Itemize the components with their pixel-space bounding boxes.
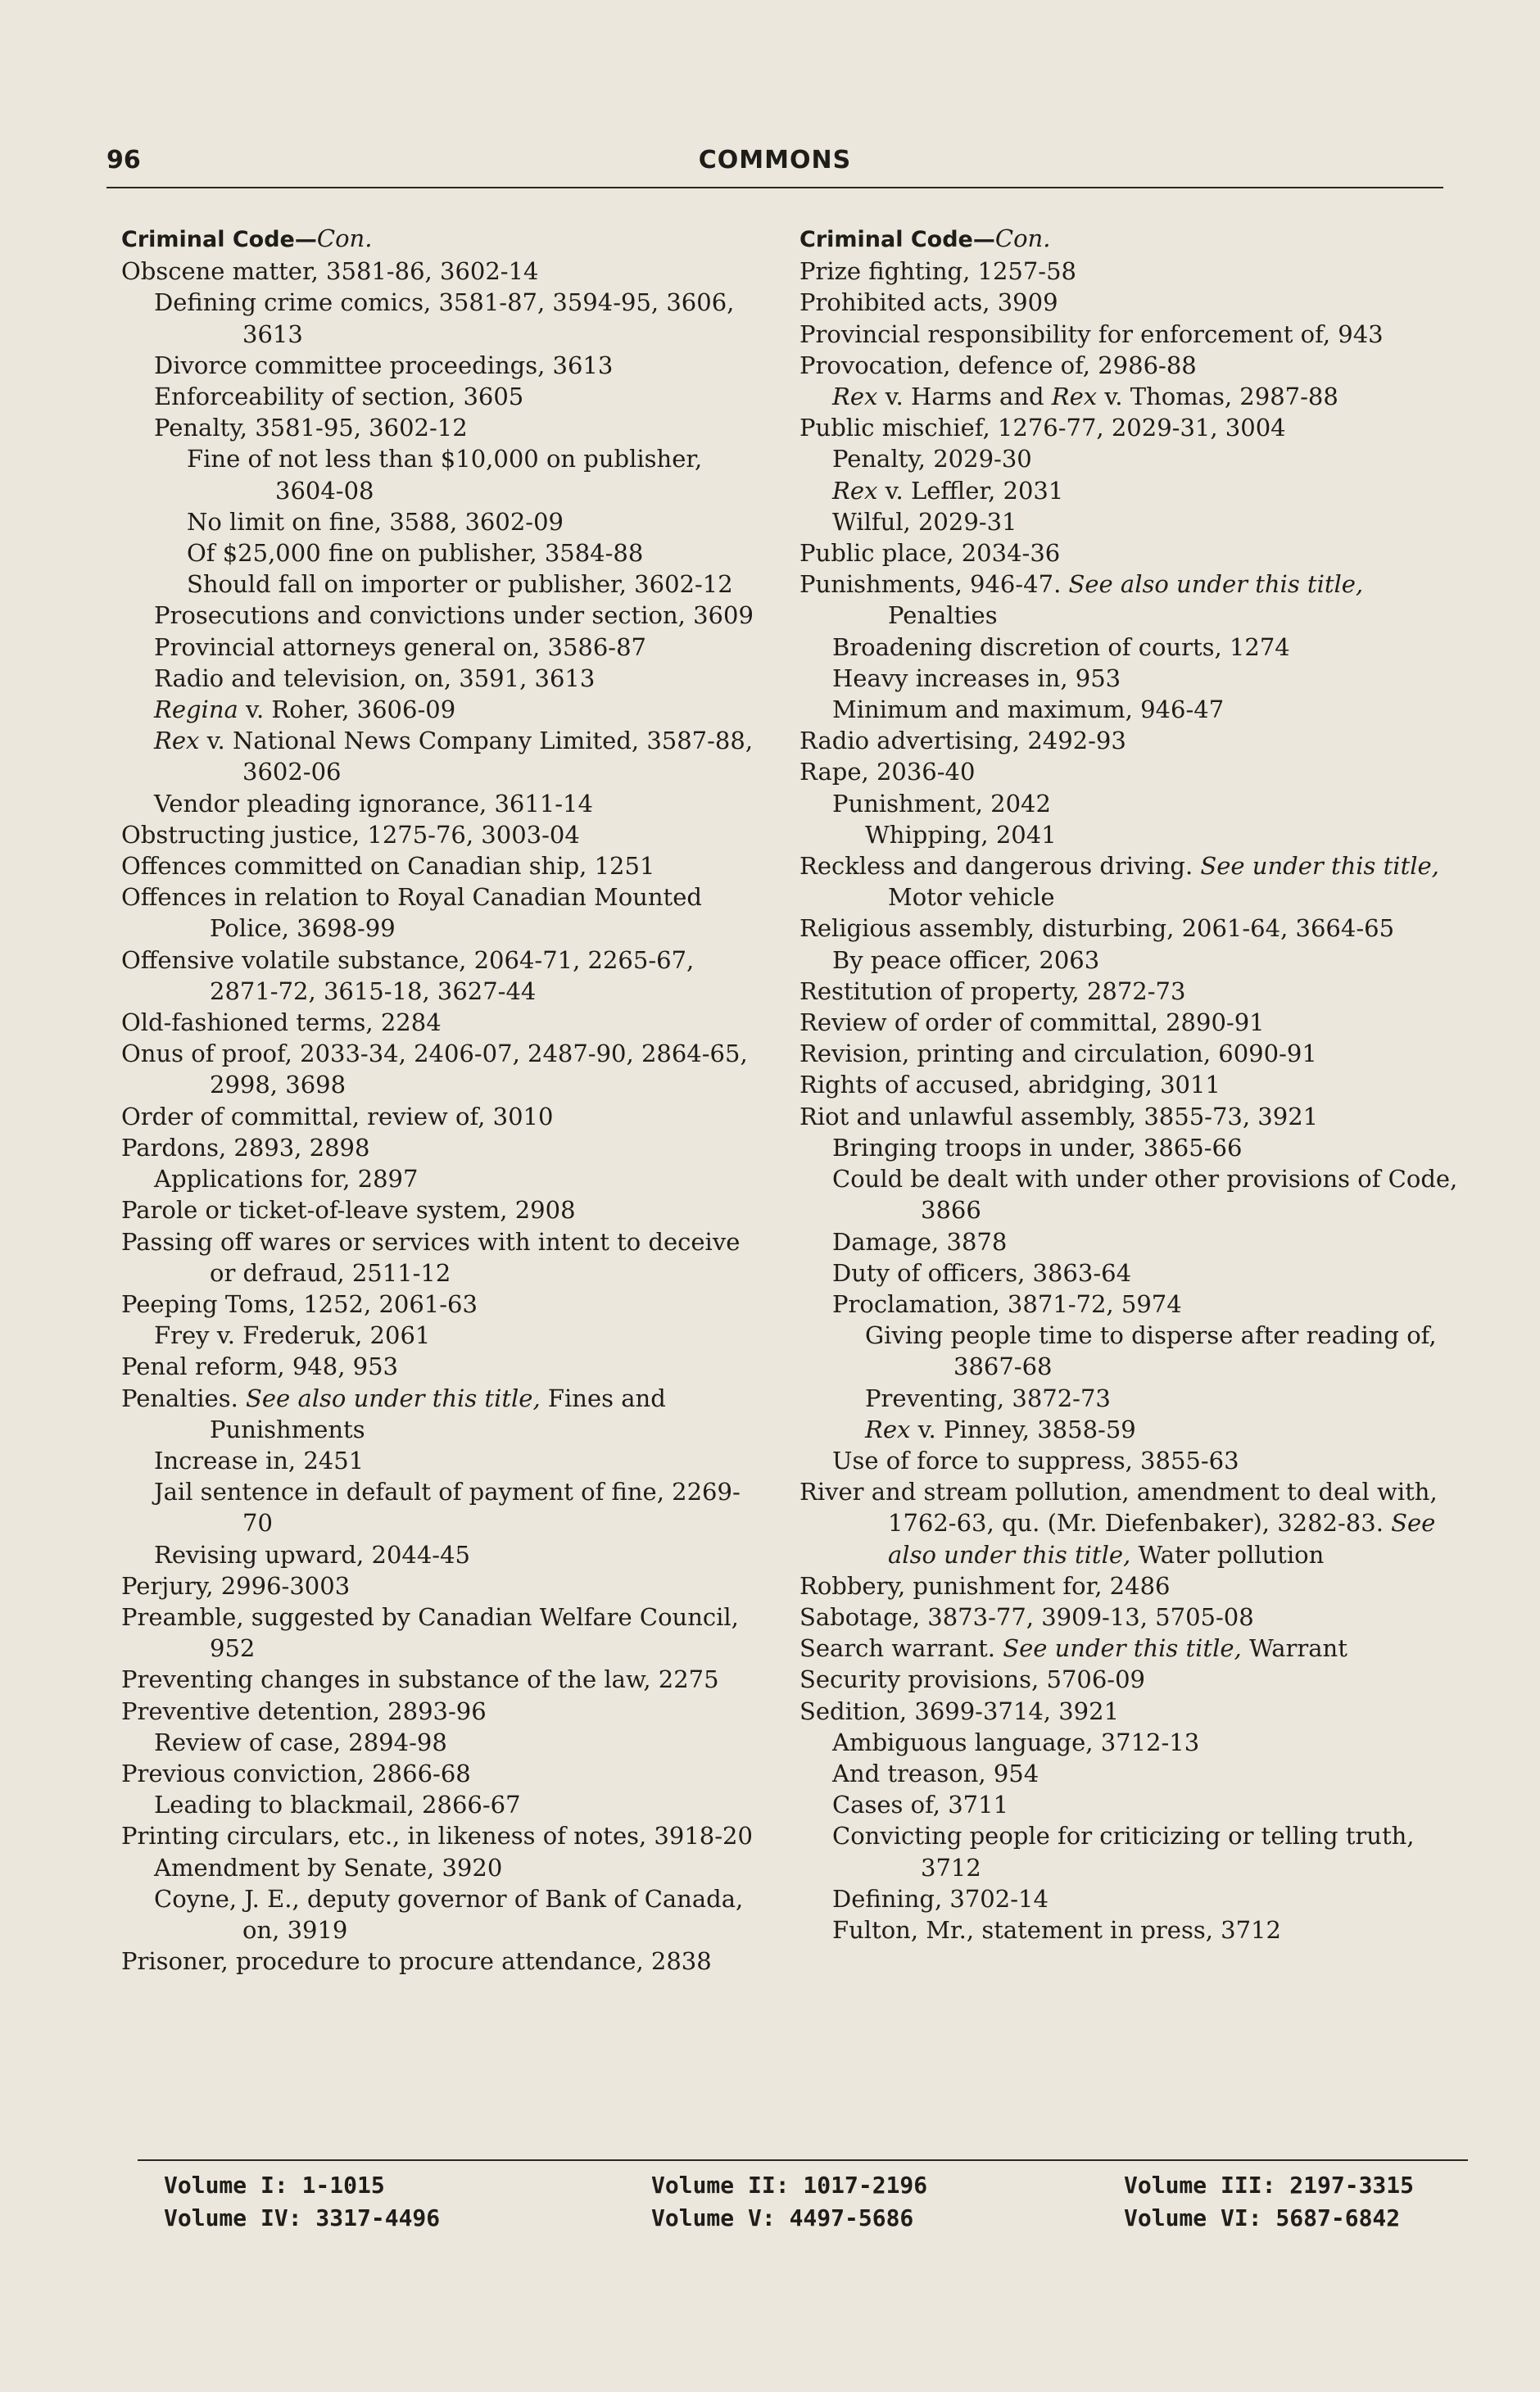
entry-text: Criminal Code— <box>799 227 995 252</box>
index-entry <box>799 1163 1471 1225</box>
volume-range: Volume II: 1017-2196 <box>651 2172 928 2199</box>
index-entry <box>799 945 1471 976</box>
italic-text: See also under this title, <box>1068 570 1364 599</box>
italic-text: Rex <box>832 476 878 505</box>
index-entry <box>799 1696 1471 1727</box>
entry-text: Revision, printing and circulation, 6090-91 <box>799 1040 1317 1068</box>
index-entry <box>799 913 1471 944</box>
index-entry <box>799 443 1471 474</box>
index-entry <box>121 1226 768 1289</box>
entry-text: Obstructing justice, 1275-76, 3003-04 <box>121 820 580 849</box>
index-column-right <box>799 223 1471 1946</box>
index-entry <box>121 1351 768 1382</box>
entry-text: Warrant <box>1241 1634 1348 1663</box>
index-entry <box>799 976 1471 1007</box>
entry-text: Cases of, 3711 <box>832 1791 1009 1819</box>
index-entry <box>121 1664 768 1695</box>
entry-text: Bringing troops in under, 3865-66 <box>832 1133 1243 1162</box>
entry-text: Offences committed on Canadian ship, 1251 <box>121 852 655 881</box>
entry-text: No limit on fine, 3588, 3602-09 <box>187 507 564 536</box>
entry-text: Frey v. Frederuk, 2061 <box>154 1321 431 1350</box>
index-entry <box>799 1289 1471 1320</box>
entry-text: Onus of proof, 2033-34, 2406-07, 2487-90, 2864-65, 2998, 3698 <box>121 1040 748 1099</box>
index-entry <box>121 1883 768 1946</box>
entry-text: Divorce committee proceedings, 3613 <box>154 351 614 379</box>
index-entry <box>121 1852 768 1883</box>
index-entry <box>121 850 768 881</box>
entry-text: Printing circulars, etc., in likeness of notes, 3918-20 <box>121 1822 753 1851</box>
index-entry <box>799 475 1471 506</box>
entry-text: Radio advertising, 2492-93 <box>799 727 1126 755</box>
index-entry <box>799 1101 1471 1132</box>
index-entry <box>799 663 1471 694</box>
index-entry <box>121 632 768 663</box>
index-entry <box>121 1101 768 1132</box>
index-entry <box>799 1727 1471 1758</box>
index-entry <box>799 412 1471 443</box>
italic-text: See also under this title, <box>888 1509 1436 1569</box>
entry-text: Criminal Code— <box>121 227 317 252</box>
index-entry <box>121 1727 768 1758</box>
entry-text: Penalty, 3581-95, 3602-12 <box>154 414 468 442</box>
volume-range: Volume IV: 3317-4496 <box>164 2204 441 2231</box>
index-entry <box>799 632 1471 663</box>
index-entry <box>799 1038 1471 1069</box>
entry-text: River and stream pollution, amendment to deal with, 1762-63, qu. (Mr. Diefenbaker), 3282-83. <box>799 1478 1438 1538</box>
entry-text: Ambiguous language, 3712-13 <box>832 1728 1200 1756</box>
index-entry <box>799 256 1471 287</box>
entry-text: Preamble, suggested by Canadian Welfare Council, 952 <box>121 1602 739 1663</box>
index-entry <box>799 350 1471 381</box>
entry-text: Sabotage, 3873-77, 3909-13, 5705-08 <box>799 1602 1254 1631</box>
index-entry <box>799 788 1471 819</box>
entry-text: Order of committal, review of, 3010 <box>121 1102 554 1130</box>
index-entry <box>799 1664 1471 1695</box>
index-entry <box>799 1445 1471 1476</box>
entry-text: Preventive detention, 2893-96 <box>121 1697 487 1725</box>
index-entry <box>121 1820 768 1851</box>
column-heading <box>121 223 768 256</box>
entry-text: Damage, 3878 <box>832 1227 1008 1256</box>
entry-text: Should fall on importer or publisher, 3602-12 <box>187 570 733 599</box>
entry-text: Religious assembly, disturbing, 2061-64, 3664-65 <box>799 914 1395 943</box>
entry-text: Offensive volatile substance, 2064-71, 2265-67, 2871-72, 3615-18, 3627-44 <box>121 945 695 1005</box>
index-entry <box>121 881 768 944</box>
entry-text: v. Harms and <box>877 383 1052 411</box>
index-entry <box>121 1758 768 1789</box>
entry-text: Prize fighting, 1257-58 <box>799 257 1077 286</box>
index-entry <box>799 1132 1471 1163</box>
entry-text: Prosecutions and convictions under section, 3609 <box>154 601 754 630</box>
index-entry <box>799 1226 1471 1257</box>
entry-text: Preventing, 3872-73 <box>865 1384 1111 1412</box>
entry-text: Reckless and dangerous driving. <box>799 852 1201 881</box>
index-entry <box>121 1696 768 1727</box>
index-entry <box>799 1758 1471 1789</box>
entry-text: Provocation, defence of, 2986-88 <box>799 351 1197 379</box>
index-entry <box>799 819 1471 850</box>
volume-range: Volume V: 4497-5686 <box>651 2204 914 2231</box>
index-entry <box>799 287 1471 318</box>
index-entry <box>121 1132 768 1163</box>
index-entry <box>799 1633 1471 1664</box>
index-entry <box>121 287 768 349</box>
entry-text: Review of order of committal, 2890-91 <box>799 1008 1265 1037</box>
index-entry <box>799 756 1471 787</box>
index-entry <box>799 1383 1471 1414</box>
index-entry <box>799 1570 1471 1601</box>
index-entry <box>799 1914 1471 1946</box>
entry-text: Parole or ticket-of-leave system, 2908 <box>121 1196 576 1225</box>
entry-text: Use of force to suppress, 3855-63 <box>832 1446 1239 1475</box>
index-entry <box>799 850 1471 913</box>
entry-text: Defining crime comics, 3581-87, 3594-95, 3606, 3613 <box>154 288 735 348</box>
index-entry <box>121 1320 768 1351</box>
entry-text: Coyne, J. E., deputy governor of Bank of Canada, on, 3919 <box>154 1884 744 1944</box>
index-entry <box>121 1570 768 1601</box>
index-entry <box>799 1320 1471 1382</box>
entry-text: Passing off wares or services with intent to deceive or defraud, 2511-12 <box>121 1227 741 1287</box>
index-entry <box>121 443 768 505</box>
entry-text: Provincial attorneys general on, 3586-87 <box>154 632 646 661</box>
entry-text: Broadening discretion of courts, 1274 <box>832 632 1290 661</box>
entry-text: Restitution of property, 2872-73 <box>799 976 1186 1005</box>
entry-text: Rape, 2036-40 <box>799 758 976 786</box>
entry-text: Prohibited acts, 3909 <box>799 288 1058 317</box>
entry-text: Prisoner, procedure to procure attendance, 2838 <box>121 1947 712 1976</box>
italic-text: Regina <box>154 695 238 724</box>
entry-text: Radio and television, on, 3591, 3613 <box>154 664 596 692</box>
index-entry <box>121 1601 768 1664</box>
entry-text: Old-fashioned terms, 2284 <box>121 1008 442 1037</box>
entry-text: Previous conviction, 2866-68 <box>121 1759 471 1787</box>
index-entry <box>799 381 1471 412</box>
index-entry <box>121 945 768 1007</box>
entry-text: Penalty, 2029-30 <box>832 445 1032 473</box>
index-entry <box>121 1539 768 1570</box>
entry-text: By peace officer, 2063 <box>832 945 1100 974</box>
entry-text: Peeping Toms, 1252, 2061-63 <box>121 1289 478 1318</box>
italic-text: Con. <box>994 224 1051 252</box>
index-entry <box>799 1257 1471 1289</box>
index-entry <box>121 819 768 850</box>
entry-text: Pardons, 2893, 2898 <box>121 1133 370 1162</box>
index-entry <box>799 1414 1471 1445</box>
entry-text: Offences in relation to Royal Canadian Mounted Police, 3698-99 <box>121 883 702 943</box>
entry-text: Provincial responsibility for enforcement of, 943 <box>799 319 1384 348</box>
index-column-left <box>121 223 768 1977</box>
index-entry <box>121 350 768 381</box>
entry-text: Robbery, punishment for, 2486 <box>799 1571 1171 1600</box>
entry-text: Leading to blackmail, 2866-67 <box>154 1791 521 1819</box>
entry-text: Water pollution <box>1130 1540 1325 1569</box>
index-entry <box>121 412 768 443</box>
entry-text: Punishment, 2042 <box>832 789 1051 818</box>
entry-text: And treason, 954 <box>832 1759 1040 1787</box>
index-entry <box>121 569 768 600</box>
italic-text: See under this title, <box>1200 852 1439 881</box>
entry-text: Motor vehicle <box>888 883 1055 912</box>
index-entry <box>121 1476 768 1538</box>
index-entry <box>121 1289 768 1320</box>
entry-text: Could be dealt with under other provisions of Code, 3866 <box>832 1165 1458 1225</box>
entry-text: Enforceability of section, 3605 <box>154 383 524 411</box>
entry-text: Convicting people for criticizing or telling truth, 3712 <box>832 1822 1415 1882</box>
italic-text: See also under this title, <box>246 1384 541 1412</box>
entry-text: Preventing changes in substance of the law, 2275 <box>121 1665 719 1694</box>
index-entry <box>799 1476 1471 1570</box>
entry-text: Fulton, Mr., statement in press, 3712 <box>832 1915 1281 1944</box>
volume-range: Volume VI: 5687-6842 <box>1124 2204 1401 2231</box>
page-number: 96 <box>106 146 141 174</box>
entry-text: Revising upward, 2044-45 <box>154 1540 470 1569</box>
entry-text: v. Thomas, 2987-88 <box>1097 383 1338 411</box>
entry-text: Minimum and maximum, 946-47 <box>832 695 1225 724</box>
index-entry <box>121 256 768 287</box>
index-entry <box>121 1007 768 1038</box>
entry-text: v. National News Company Limited, 3587-88, 3602-06 <box>199 727 754 786</box>
index-entry <box>799 694 1471 725</box>
entry-text: Defining, 3702-14 <box>832 1884 1049 1913</box>
entry-text: Fine of not less than $10,000 on publisher, 3604-08 <box>187 445 703 505</box>
entry-text: Search warrant. <box>799 1634 1003 1663</box>
entry-text: Review of case, 2894-98 <box>154 1728 447 1756</box>
index-entry <box>121 694 768 725</box>
index-entry <box>121 1789 768 1820</box>
index-entry <box>799 537 1471 569</box>
italic-text: Rex <box>1051 383 1098 411</box>
index-entry <box>121 506 768 537</box>
entry-text: Rights of accused, abridging, 3011 <box>799 1071 1221 1099</box>
index-entry <box>121 1163 768 1194</box>
index-entry <box>121 537 768 569</box>
entry-text: Duty of officers, 3863-64 <box>832 1258 1132 1287</box>
entry-text: Wilful, 2029-31 <box>832 507 1017 536</box>
entry-text: Amendment by Senate, 3920 <box>154 1853 503 1882</box>
entry-text: v. Roher, 3606-09 <box>238 695 456 724</box>
entry-text: Security provisions, 5706-09 <box>799 1665 1146 1694</box>
index-entry <box>799 506 1471 537</box>
index-entry <box>799 1601 1471 1633</box>
index-entry <box>799 1789 1471 1820</box>
index-entry <box>799 1069 1471 1100</box>
index-entry <box>121 381 768 412</box>
entry-text: Penalties. <box>121 1384 247 1412</box>
entry-text: Giving people time to disperse after reading of, 3867-68 <box>865 1321 1437 1381</box>
index-entry <box>121 1383 768 1445</box>
entry-text: Applications for, 2897 <box>154 1165 419 1194</box>
page-header <box>106 139 1443 188</box>
italic-text: Con. <box>316 224 373 252</box>
index-entry <box>121 1946 768 1977</box>
entry-text: Perjury, 2996-3003 <box>121 1571 351 1600</box>
entry-text: Increase in, 2451 <box>154 1446 365 1475</box>
italic-text: See under this title, <box>1003 1634 1242 1663</box>
entry-text: Of $25,000 fine on publisher, 3584-88 <box>187 539 644 568</box>
index-entry <box>121 663 768 694</box>
entry-text: Heavy increases in, 953 <box>832 664 1121 692</box>
footer-rule <box>138 2159 1468 2161</box>
column-heading <box>799 223 1471 256</box>
index-entry <box>121 725 768 787</box>
index-entry <box>799 1883 1471 1914</box>
entry-text: Public place, 2034-36 <box>799 539 1061 568</box>
entry-text: Public mischief, 1276-77, 2029-31, 3004 <box>799 414 1286 442</box>
running-title: COMMONS <box>698 146 852 174</box>
entry-text: Penal reform, 948, 953 <box>121 1352 398 1381</box>
entry-text: v. Pinney, 3858-59 <box>910 1415 1136 1443</box>
entry-text: Whipping, 2041 <box>865 820 1057 849</box>
entry-text: Obscene matter, 3581-86, 3602-14 <box>121 257 539 286</box>
index-entry <box>121 788 768 819</box>
entry-text: v. Leffler, 2031 <box>877 476 1064 505</box>
index-entry <box>799 319 1471 350</box>
entry-text: Vendor pleading ignorance, 3611-14 <box>154 789 593 818</box>
italic-text: Rex <box>865 1415 911 1443</box>
italic-text: Rex <box>154 727 200 755</box>
volume-range: Volume I: 1-1015 <box>164 2172 385 2199</box>
entry-text: Jail sentence in default of payment of fine, 2269-70 <box>154 1478 741 1538</box>
index-entry <box>799 1820 1471 1882</box>
entry-text: Fines and Punishments <box>210 1384 666 1443</box>
italic-text: Rex <box>832 383 878 411</box>
index-entry <box>799 1007 1471 1038</box>
volume-range: Volume III: 2197-3315 <box>1124 2172 1415 2199</box>
index-entry <box>799 569 1471 631</box>
entry-text: Proclamation, 3871-72, 5974 <box>832 1289 1182 1318</box>
index-entry <box>799 725 1471 756</box>
index-entry <box>121 1445 768 1476</box>
entry-text: Sedition, 3699-3714, 3921 <box>799 1697 1120 1725</box>
entry-text: Penalties <box>888 601 998 630</box>
entry-text: Punishments, 946-47. <box>799 570 1069 599</box>
index-entry <box>121 600 768 631</box>
index-entry <box>121 1038 768 1100</box>
index-entry <box>121 1194 768 1225</box>
entry-text: Riot and unlawful assembly, 3855-73, 3921 <box>799 1102 1319 1130</box>
